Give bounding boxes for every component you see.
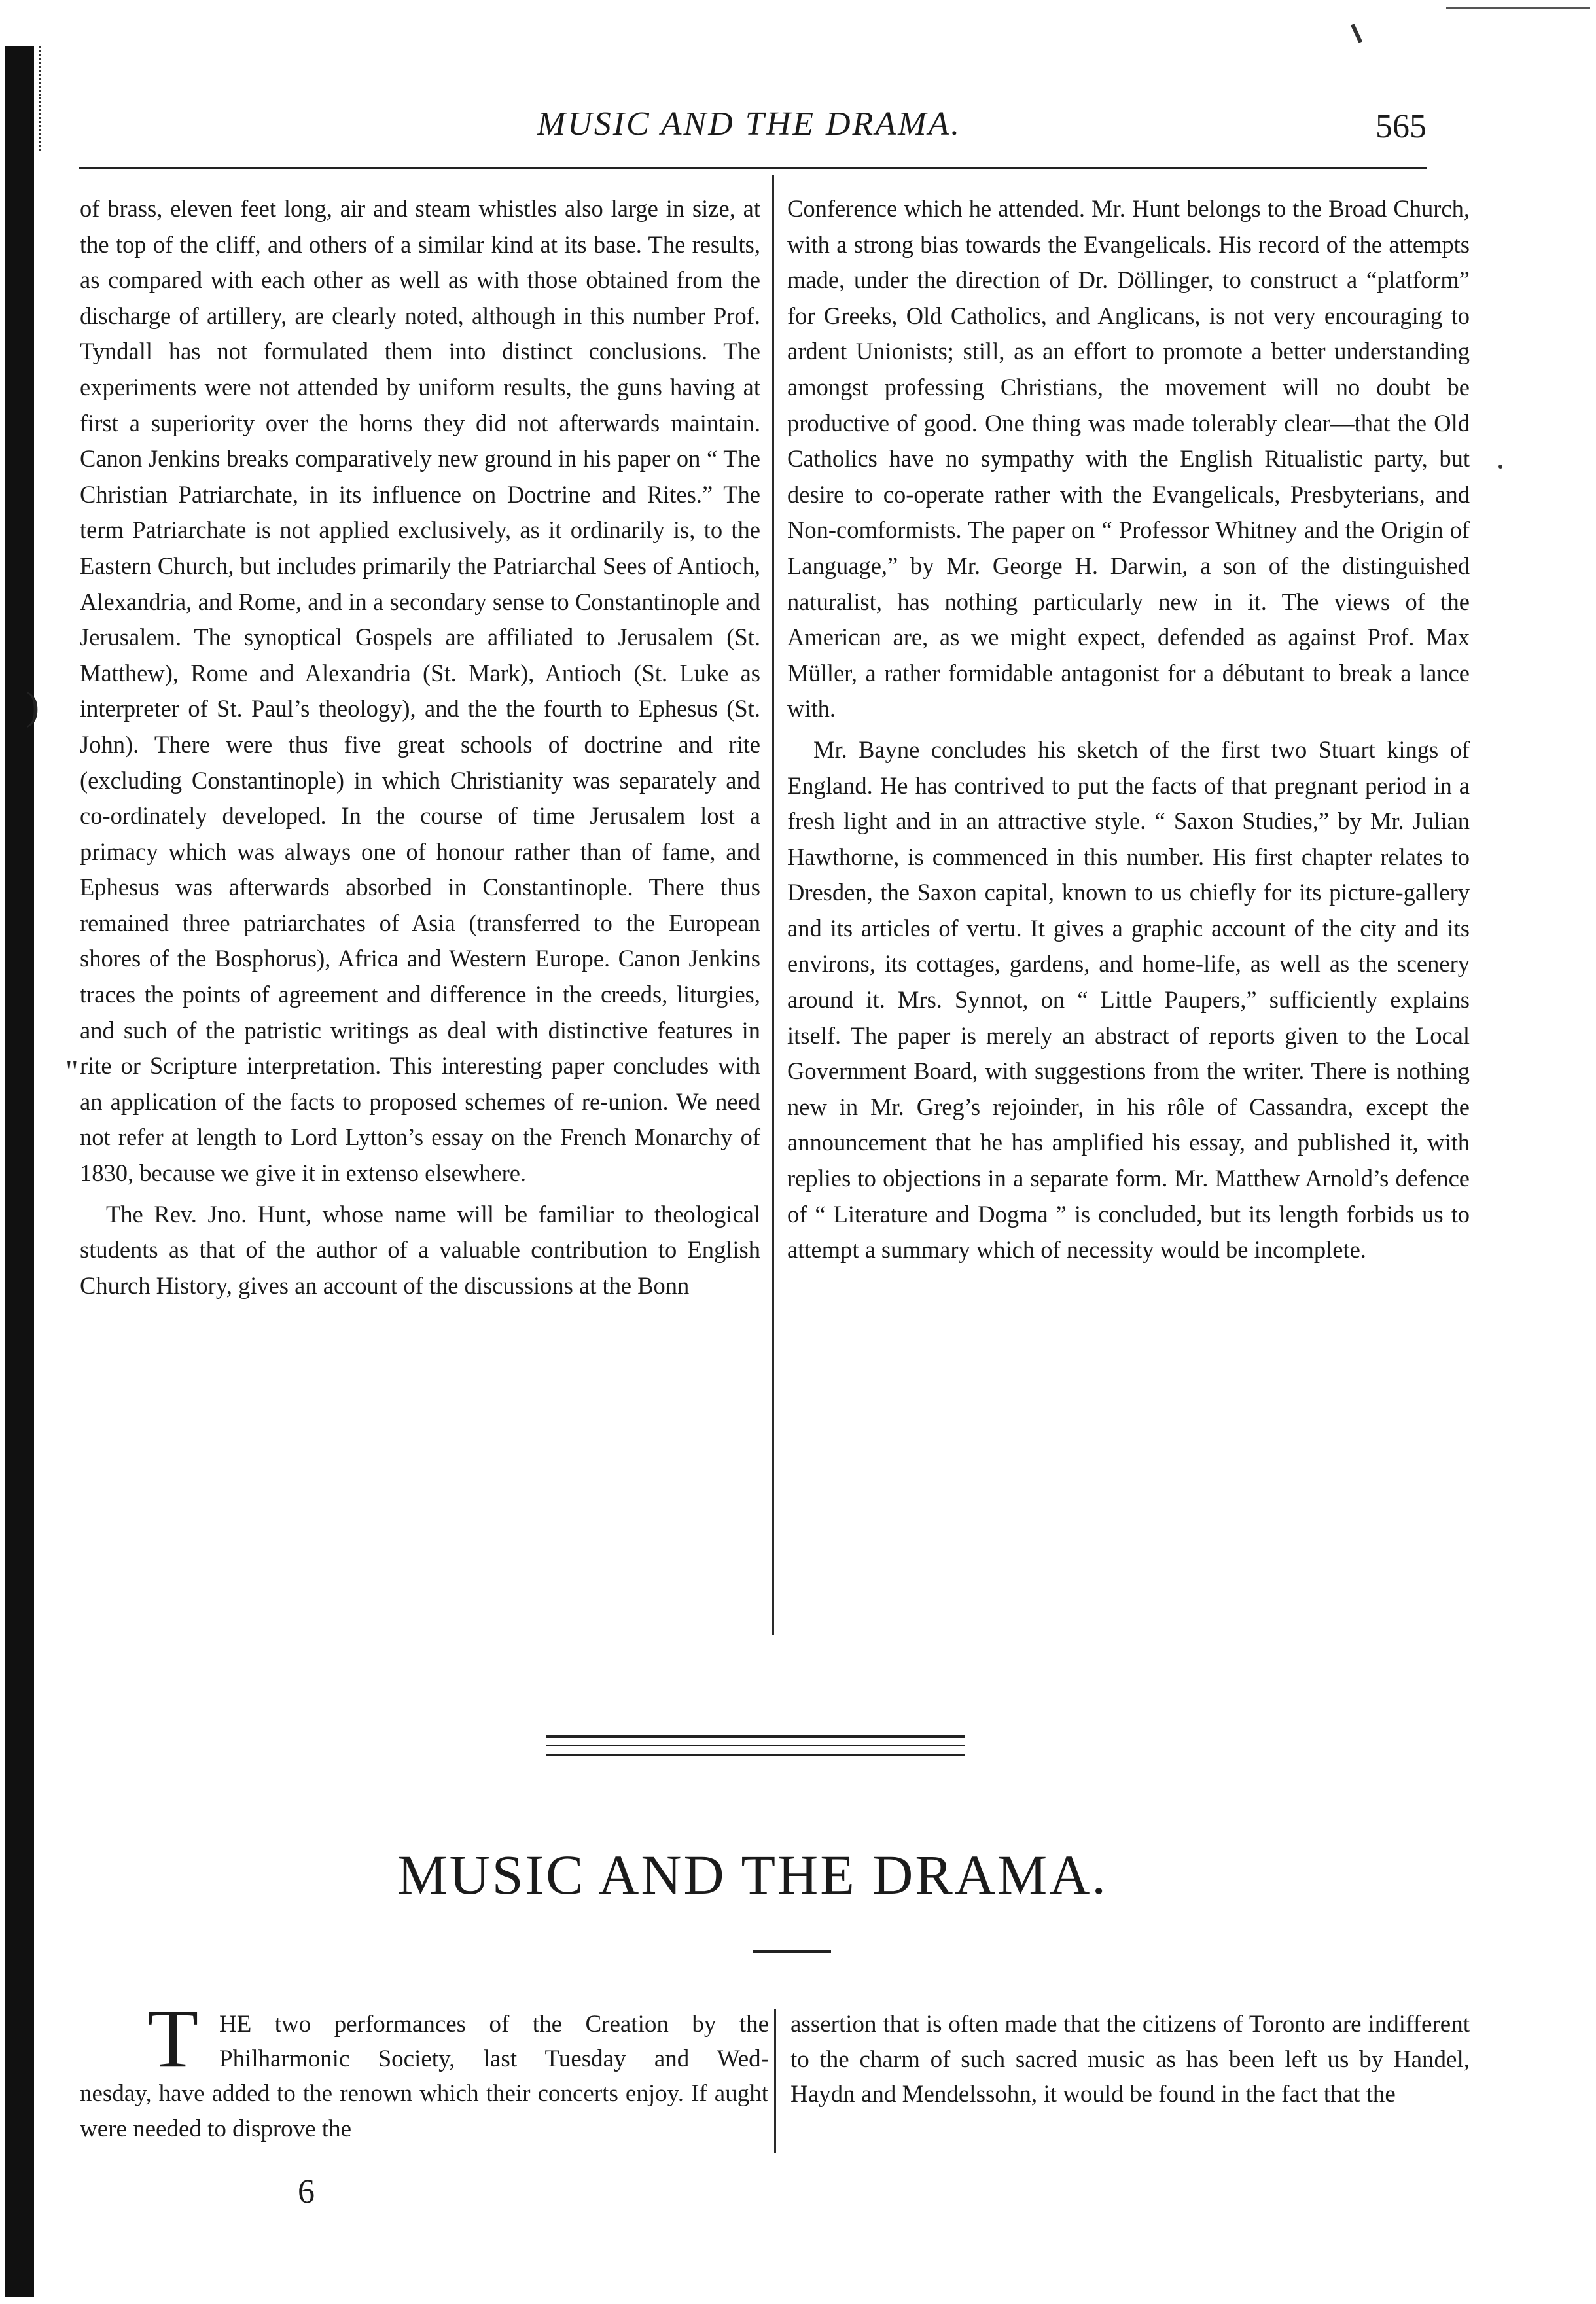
paragraph: of brass, eleven feet long, air and steam whistles also large in size, at the top of the cliff, and others of a similar kind at its base. The results, as compared with each other as well as with those obtained from the discharge of artillery, are clearly noted, although in this number Prof. Tyndall has not formulated them into distinct conclusions. The experiments were not attended by uniform results, the guns having at first a superiority over the horns they did not afterwards maintain. Canon Jenkins breaks comparatively new ground in his paper on “ The Christian Patriarchate, in its influence on Doctrine and Rites.” The term Patriarchate is not applied exclusively, as it ordinarily is, to the Eastern Church, but includes primarily the Patriarchal Sees of Antioch, Alexandria, and Rome, and in a secondary sense to Constantinople and Jerusalem. The synoptical Gospels are affiliated to Jerusalem (St. Matthew), Rome and Alexandria (St. Mark), Antioch (St. Luke as interpreter of St. Paul’s theology), and the the fourth to Ephesus (St. John). There were thus five great schools of doctrine and rite (excluding Constantinople) in which Christianity was separately and co-ordinately developed. In the course of time Jerusalem lost a primacy which was always one of honour rather than of fame, and Ephesus was afterwards absorbed in Constantinople. There thus remained three patriarchates of Asia (transferred to the European shores of the Bosphorus), Africa and Western Europe. Canon Jenkins traces the points of agreement and difference in the creeds, liturgies, and such of the patristic writings as deal with distinctive features in rite or Scripture interpretation. This interesting paper concludes with an application of the facts to proposed schemes of re-union. We need not refer at length to Lord Lytton’s essay on the French Monarchy of 1830, because we give it in extenso elsewhere. bbox=[80, 195, 760, 1187]
column-divider bbox=[772, 175, 774, 1635]
running-title: MUSIC AND THE DRAMA. bbox=[537, 105, 962, 143]
paragraph: Mr. Bayne concludes his sketch of the first two Stuart kings of England. He has contrived to put the facts of that pregnant period in a fresh light and in an attractive style. “ Saxon Studies,” by Mr. Julian Hawthorne, is commenced in this number. His first chapter relates to Dresden, the Saxon capital, known to us chiefly for its picture-gallery and its articles of vertu. It gives a graphic account of the city and its environs, its cottages, gardens, and home-life, as well as the scenery around it. Mrs. Synnot, on “ Little Paupers,” sufficiently explains itself. The paper is merely an abstract of reports given to the Local Government Board, with suggestions from the writer. There is nothing new in Mr. Greg’s rejoinder, in his rôle of Cassandra, except the announcement that he has amplified his essay, and published it, with replies to objections in a separate form. Mr. Matthew Arnold’s defence of “ Literature and Dogma ” is concluded, but its length forbids us to attempt a summary which of necessity would be incomplete. bbox=[787, 736, 1470, 1264]
section-title: MUSIC AND THE DRAMA. bbox=[397, 1843, 1108, 1906]
separator-rule bbox=[546, 1735, 965, 1738]
binding-shadow bbox=[5, 46, 34, 2297]
header-rule bbox=[79, 167, 1427, 169]
paragraph: Conference which he attended. Mr. Hunt belongs to the Broad Church, with a strong bias towards the Evangelicals. His record of the attempts made, under the direction of Dr. Döllinger, to construct a “platform” for Greeks, Old Catholics, and Anglicans, is not very encouraging to ardent Unionists; still, as an effort to promote a better understanding amongst professing Christians, the movement will no doubt be productive of good. One thing was made tolerably clear—that the Old Catholics have no sympathy with the English Ritualistic party, but desire to co-operate rather with the Evangelicals, Presbyterians, and Non-comformists. The paper on “ Professor Whitney and the Origin of Language,” by Mr. George H. Darwin, a son of the distinguished naturalist, has nothing particularly new in it. The views of the American are, as we might expect, defended as against Prof. Max Müller, a rather formidable antagonist for a débutant to break a lance with. bbox=[787, 195, 1470, 722]
drop-cap: T bbox=[147, 1992, 199, 2085]
paragraph: The Rev. Jno. Hunt, whose name will be familiar to theological students as that of the author of a valuable contribution to English Church History, gives an account of the discussions at the Bonn bbox=[80, 1200, 760, 1299]
margin-bracket-mark: ) bbox=[26, 684, 39, 728]
scan-mark bbox=[1446, 7, 1590, 9]
separator-rule bbox=[546, 1754, 965, 1756]
scan-mark bbox=[1351, 24, 1362, 43]
article-right-column: assertion that is often made that the citizens of Toronto are indifferent to the charm of such sacred music as has been left us by Handel, Haydn and Mendelssohn, it would be found in the fact that the bbox=[790, 2011, 1470, 2108]
review-right-column bbox=[787, 191, 1470, 1268]
scan-speckle bbox=[39, 46, 52, 151]
running-head bbox=[79, 105, 1427, 157]
article-paragraph: nesday, have added to the renown which their concerts enjoy. If aught were needed to disprove the bbox=[80, 2080, 768, 2142]
review-left-column bbox=[80, 191, 760, 1303]
page-number: 565 bbox=[1375, 108, 1427, 145]
article-line: HE two performances of the Creation by the bbox=[219, 2011, 769, 2038]
separator-rule bbox=[546, 1745, 965, 1746]
column-divider bbox=[774, 2009, 776, 2153]
title-dash bbox=[753, 1950, 831, 1953]
article-line: Philharmonic Society, last Tuesday and Wed- bbox=[219, 2046, 769, 2072]
margin-dot bbox=[1498, 465, 1502, 469]
signature-mark: 6 bbox=[298, 2173, 315, 2210]
margin-quote-mark: " bbox=[65, 1054, 79, 1089]
